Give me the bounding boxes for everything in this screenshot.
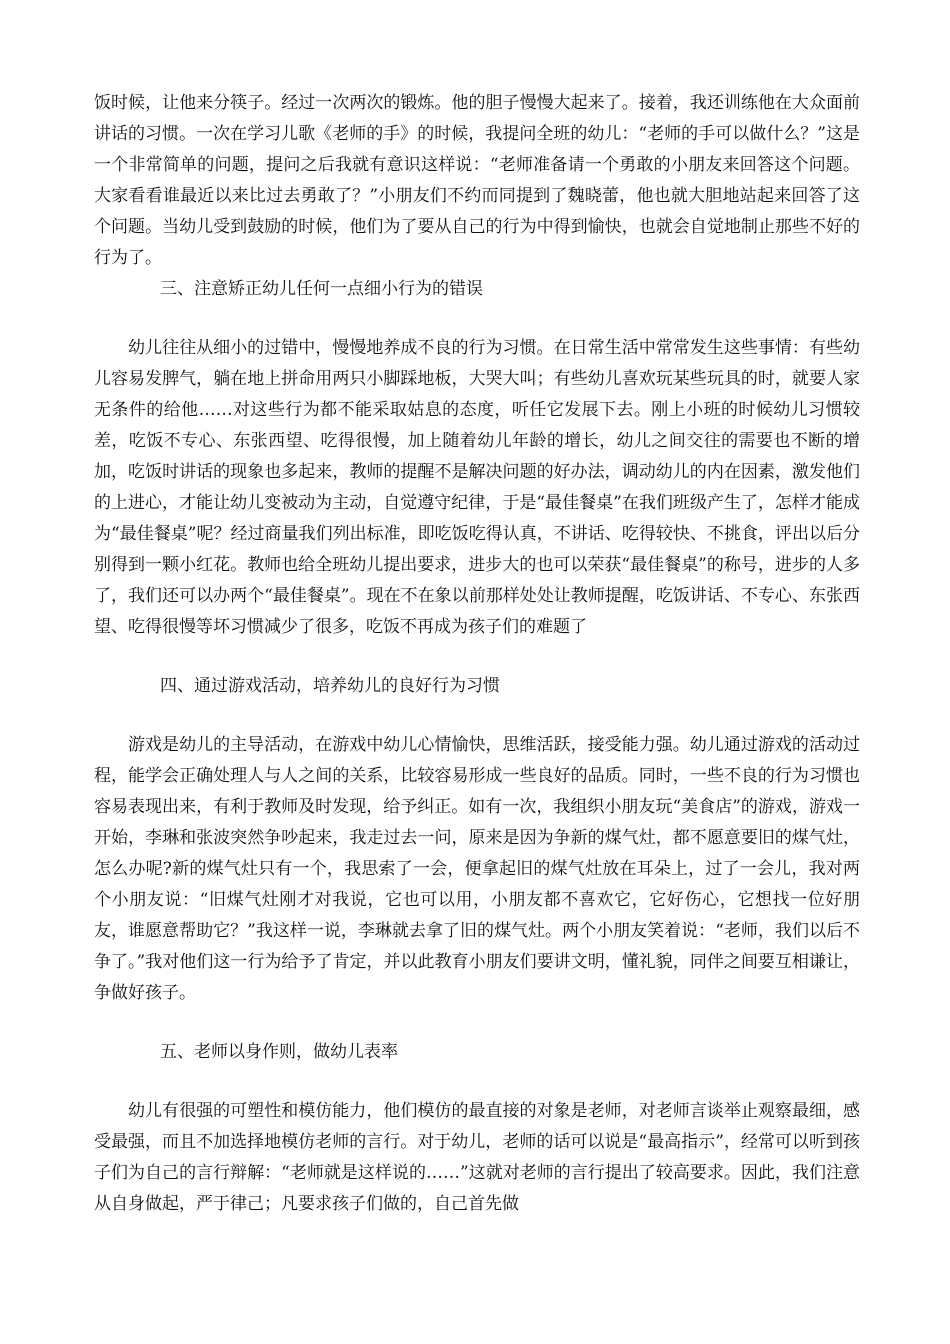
spacer bbox=[94, 305, 860, 333]
paragraph-section-3: 幼儿往往从细小的过错中，慢慢地养成不良的行为习惯。在日常生活中常常发生这些事情：有些幼儿容易发脾气，躺在地上拼命用两只小脚踩地板，大哭大叫；有些幼儿喜欢玩某些玩具的时，就要人家无条件的给他……对这些行为都不能采取姑息的态度，听任它发展下去。刚上小班的时候幼儿习惯较差，吃饭不专心、东张西望、吃得很慢，加上随着幼儿年龄的增长，幼儿之间交往的需要也不断的增加，吃饭时讲话的现象也多起来，教师的提醒不是解决问题的好办法，调动幼儿的内在因素，激发他们的上进心，才能让幼儿变被动为主动，自觉遵守纪律，于是“最佳餐桌”在我们班级产生了，怎样才能成为“最佳餐桌”呢？经过商量我们列出标准，即吃饭吃得认真，不讲话、吃得较快、不挑食，评出以后分别得到一颗小红花。教师也给全班幼儿提出要求，进步大的也可以荣获“最佳餐桌”的称号，进步的人多了，我们还可以办两个“最佳餐桌”。现在不在象以前那样处处让教师提醒，吃饭讲话、不专心、东张西望、吃得很慢等坏习惯减少了很多，吃饭不再成为孩子们的难题了 bbox=[94, 338, 860, 637]
spacer bbox=[94, 702, 860, 730]
spacer bbox=[94, 643, 860, 671]
document-body bbox=[94, 88, 860, 1220]
spacer bbox=[94, 1068, 860, 1096]
paragraph-section-4: 游戏是幼儿的主导活动，在游戏中幼儿心情愉快，思维活跃，接受能力强。幼儿通过游戏的活动过程，能学会正确处理人与人之间的关系，比较容易形成一些良好的品质。同时，一些不良的行为习惯也容易表现出来，有利于教师及时发现，给予纠正。如有一次，我组织小朋友玩“美食店”的游戏，游戏一开始，李琳和张波突然争吵起来，我走过去一问，原来是因为争新的煤气灶，都不愿意要旧的煤气灶，怎么办呢?新的煤气灶只有一个，我思索了一会，便拿起旧的煤气灶放在耳朵上，过了一会儿，我对两个小朋友说：“旧煤气灶刚才对我说，它也可以用，小朋友都不喜欢它，它好伤心，它想找一位好朋友，谁愿意帮助它？”我这样一说，李琳就去拿了旧的煤气灶。两个小朋友笑着说：“老师，我们以后不争了。”我对他们这一行为给予了肯定，并以此教育小朋友们要讲文明，懂礼貌，同伴之间要互相谦让，争做好孩子。 bbox=[94, 735, 860, 1003]
section-heading-3: 三、注意矫正幼儿任何一点细小行为的错误 bbox=[160, 279, 483, 299]
section-heading-4: 四、通过游戏活动，培养幼儿的良好行为习惯 bbox=[160, 676, 500, 696]
paragraph-intro: 饭时候，让他来分筷子。经过一次两次的锻炼。他的胆子慢慢大起来了。接着，我还训练他在大众面前讲话的习惯。一次在学习儿歌《老师的手》的时候，我提问全班的幼儿：“老师的手可以做什么？”这是一个非常简单的问题，提问之后我就有意识这样说：“老师准备请一个勇敢的小朋友来回答这个问题。大家看看谁最近以来比过去勇敢了？”小朋友们不约而同提到了魏晓蕾，他也就大胆地站起来回答了这个问题。当幼儿受到鼓励的时候，他们为了要从自己的行为中得到愉快，也就会自觉地制止那些不好的行为了。 bbox=[94, 93, 860, 268]
paragraph-section-5: 幼儿有很强的可塑性和模仿能力，他们模仿的最直接的对象是老师，对老师言谈举止观察最细，感受最强，而且不加选择地模仿老师的言行。对于幼儿，老师的话可以说是“最高指示”，经常可以听到孩子们为自己的言行辩解：“老师就是这样说的……”这就对老师的言行提出了较高要求。因此，我们注意从自身做起，严于律己；凡要求孩子们做的，自己首先做 bbox=[94, 1101, 860, 1214]
spacer bbox=[94, 1009, 860, 1037]
section-heading-5: 五、老师以身作则，做幼儿表率 bbox=[160, 1042, 398, 1062]
